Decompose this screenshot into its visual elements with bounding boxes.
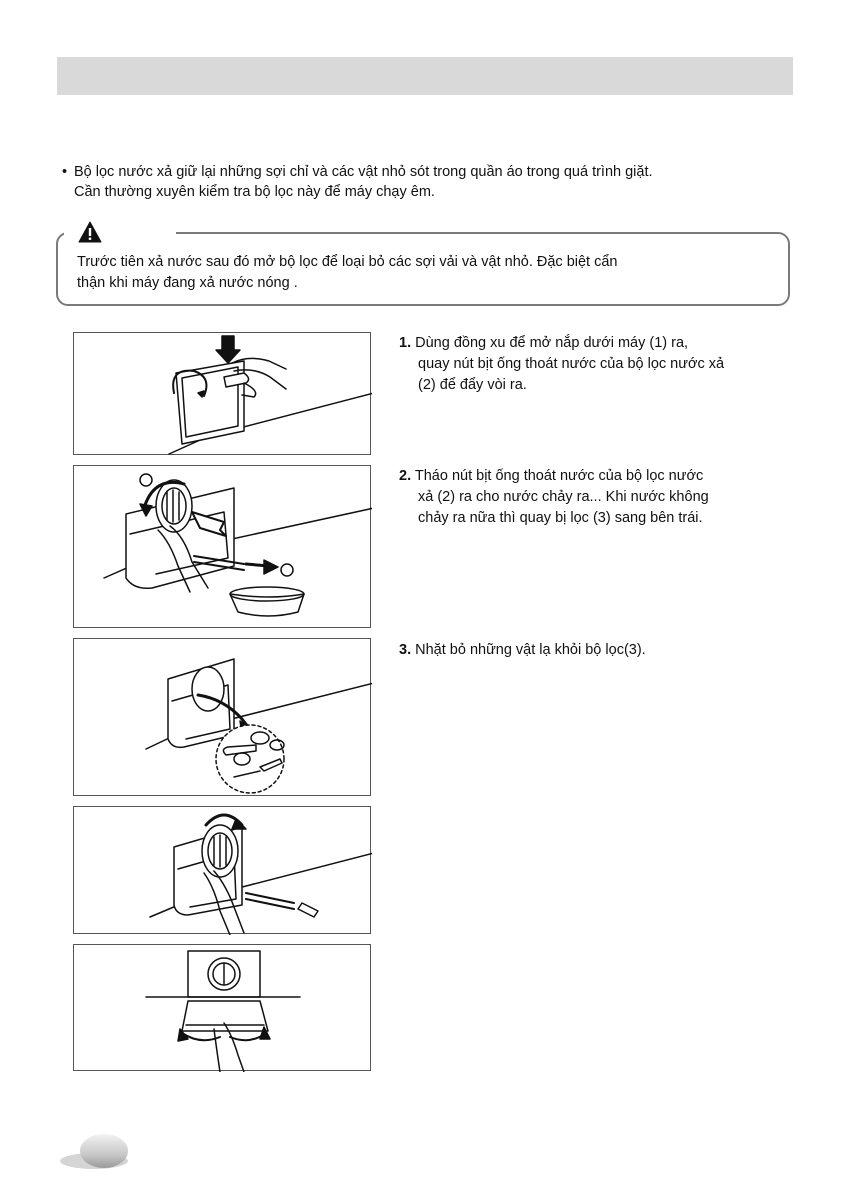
warning-line-1: Trước tiên xả nước sau đó mở bộ lọc để loại bỏ các sợi vải và vật nhỏ. Đặc biệt cẩn — [77, 254, 618, 270]
step-1-line-3: (2) để đẩy vòi ra. — [418, 377, 527, 393]
step-3 — [399, 640, 759, 661]
step-2-line-2: xả (2) ra cho nước chảy ra... Khi nước không — [418, 489, 709, 505]
step-1-line-1: Dùng đồng xu để mở nắp dưới máy (1) ra, — [415, 335, 689, 351]
figure-reinsert-filter — [73, 806, 371, 934]
warning-triangle-icon — [78, 221, 102, 243]
step-2-number: 2. — [399, 468, 412, 484]
step-1-line-2: quay nút bịt ống thoát nước của bộ lọc nước xả — [418, 356, 725, 372]
section-header-bar — [57, 57, 793, 95]
page-number-tab — [58, 1133, 130, 1173]
intro-paragraph — [62, 162, 782, 202]
bullet: • — [62, 164, 68, 180]
warning-line-2: thận khi máy đang xả nước nóng . — [77, 275, 298, 291]
intro-line-2: Cần thường xuyên kiểm tra bộ lọc này để máy chạy êm. — [74, 184, 435, 200]
figure-remove-objects — [73, 638, 371, 796]
step-1-number: 1. — [399, 335, 412, 351]
figure-open-cover — [73, 332, 371, 455]
step-3-line-1: Nhặt bỏ những vật lạ khỏi bộ lọc(3). — [415, 642, 646, 658]
step-2 — [399, 466, 759, 529]
step-2-line-1: Tháo nút bịt ống thoát nước của bộ lọc nước — [414, 468, 704, 484]
step-1 — [399, 333, 759, 396]
figure-drain-water — [73, 465, 371, 628]
step-3-number: 3. — [399, 642, 412, 658]
warning-text — [77, 252, 777, 294]
figure-close-cover — [73, 944, 371, 1071]
intro-line-1: Bộ lọc nước xả giữ lại những sợi chỉ và các vật nhỏ sót trong quần áo trong quá trình giặt. — [74, 164, 653, 180]
step-2-line-3: chảy ra nữa thì quay bị lọc (3) sang bên trái. — [418, 510, 703, 526]
